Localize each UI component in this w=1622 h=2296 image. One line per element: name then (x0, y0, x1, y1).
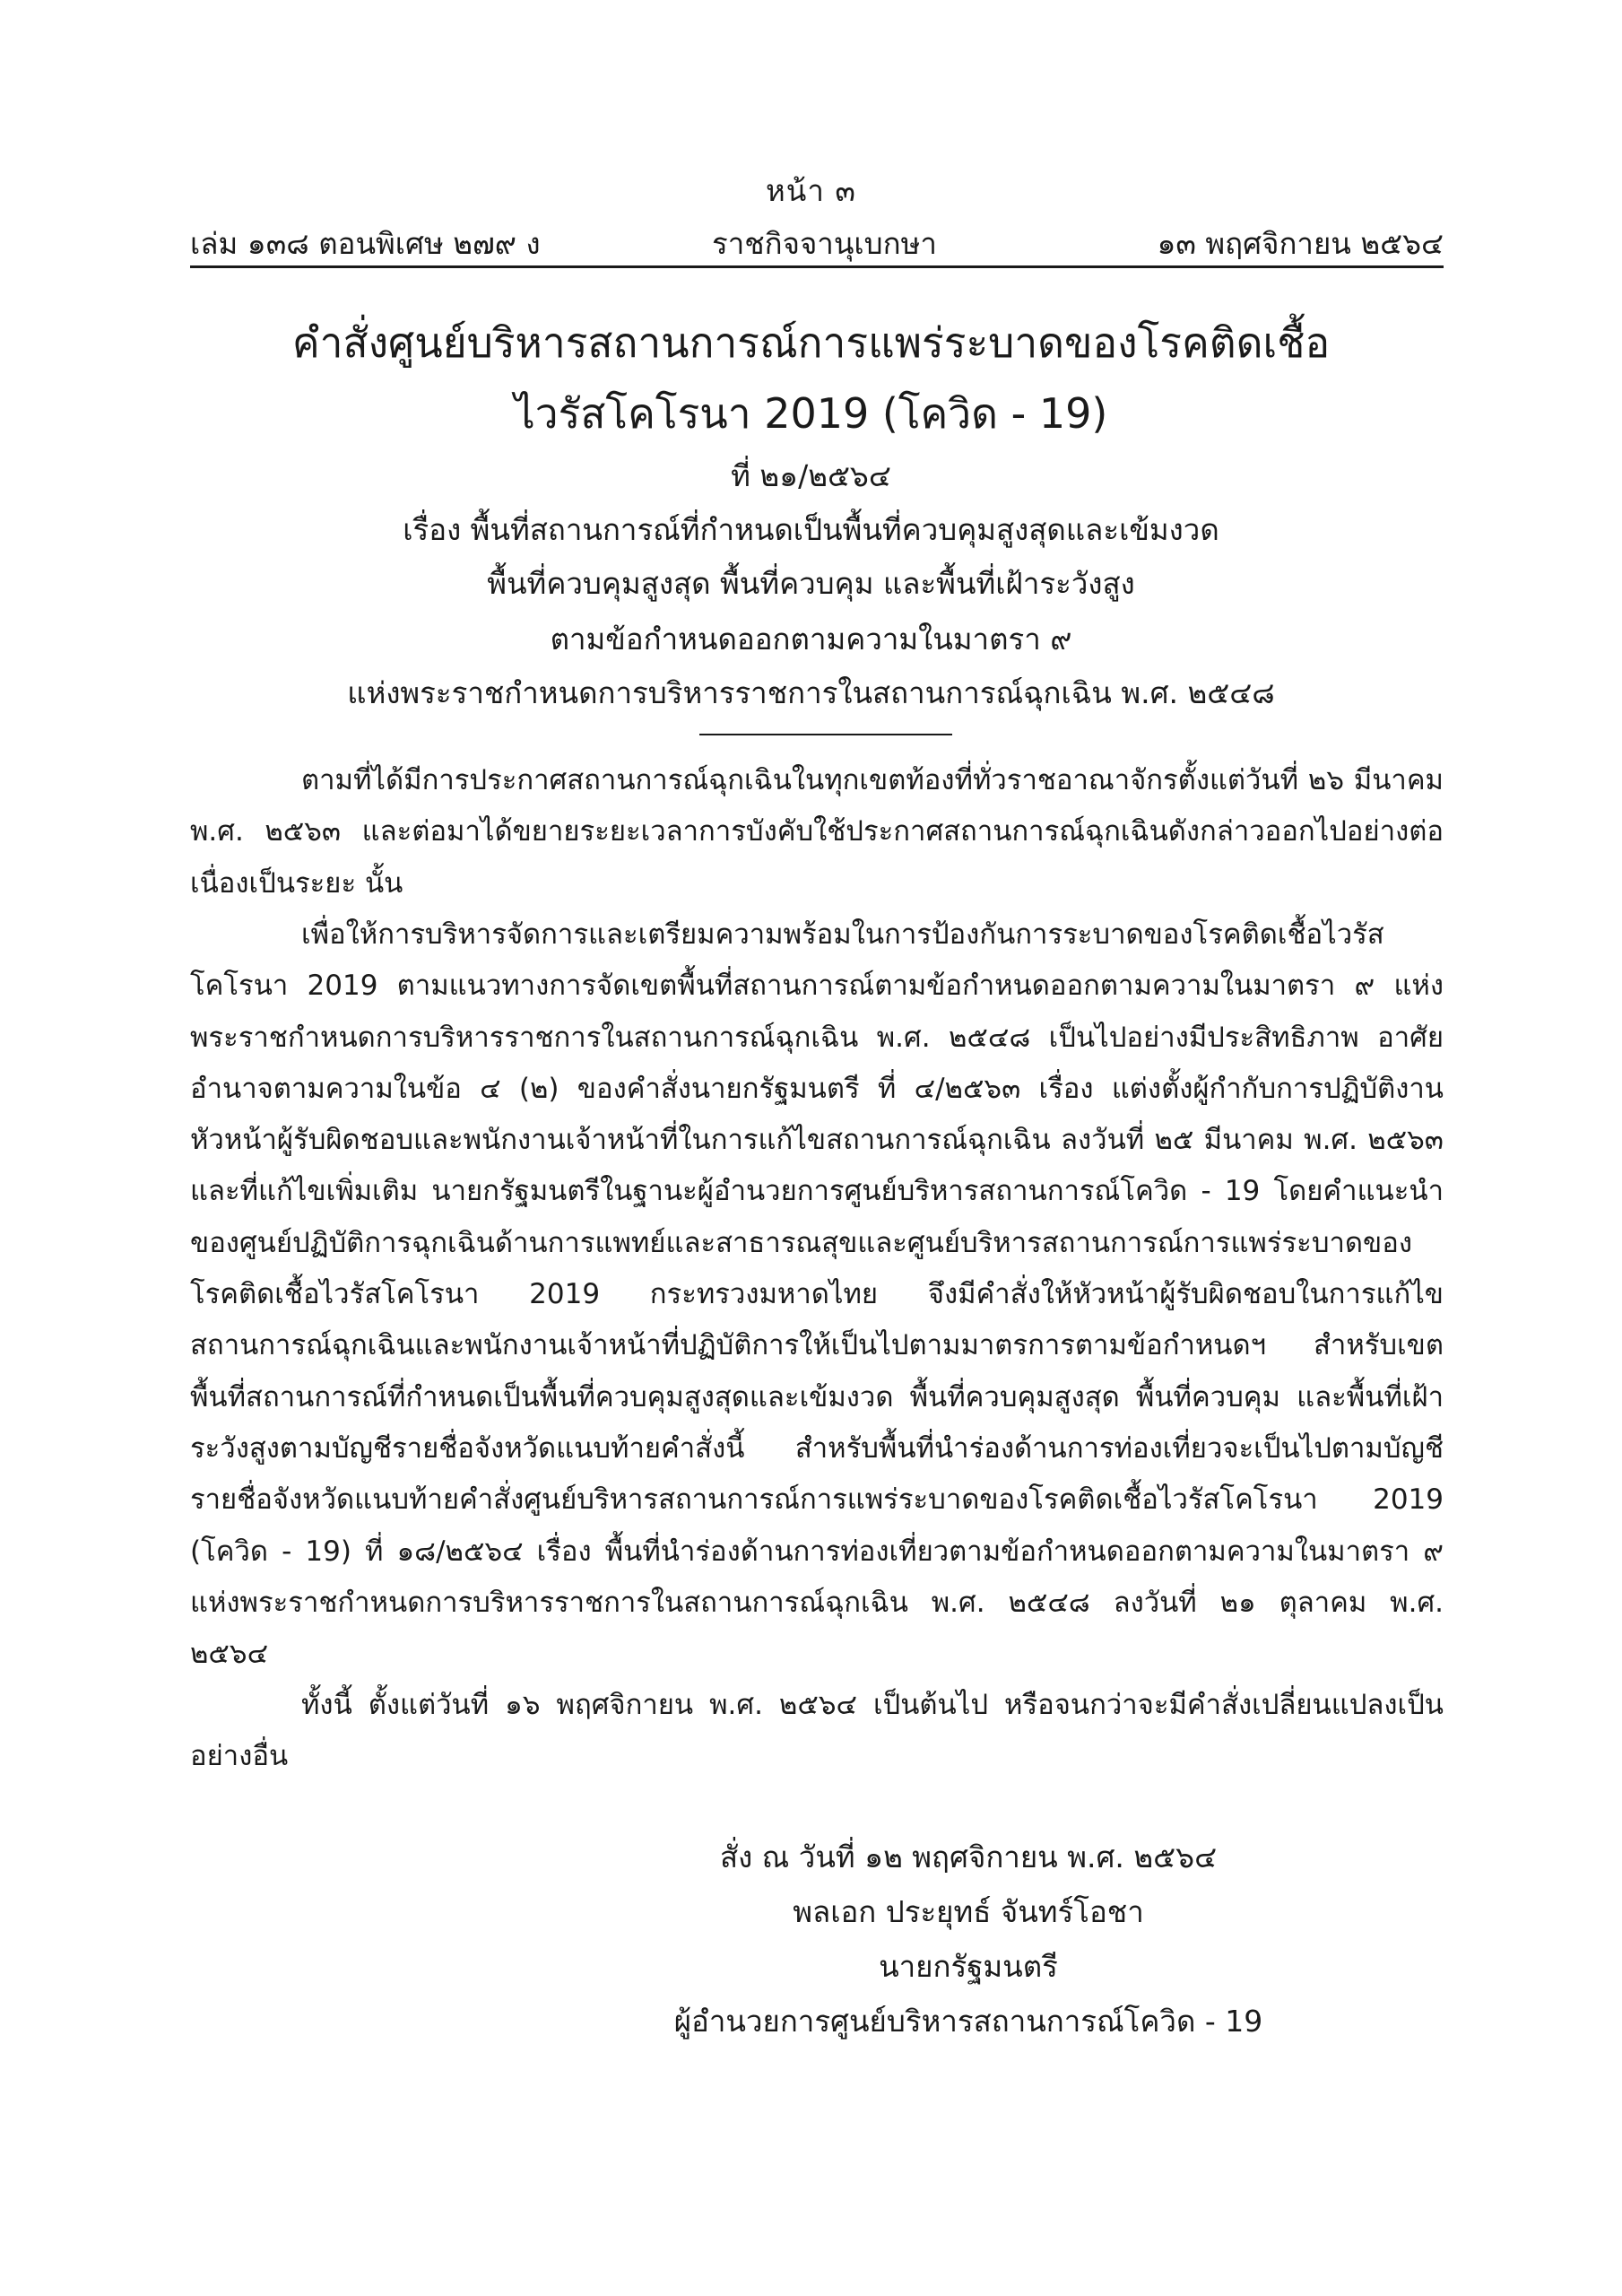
publication-date: ๑๓ พฤศจิกายน ๒๕๖๔ (1157, 226, 1444, 261)
title-divider (699, 734, 952, 735)
paragraph-text: ตามที่ได้มีการประกาศสถานการณ์ฉุกเฉินในทุกเขตท้องที่ทั่วราชอาณาจักรตั้งแต่วันที่ ๒๖ มีนาคม พ.ศ. ๒๕๖๓ และต่อมาได้ขยายระยะเวลาการบังคับใช้ประกาศสถานการณ์ฉุกเฉินดังกล่าวออกไปอย่างต่อเนื่องเป็นระยะ นั้น (190, 764, 1444, 900)
signatory-name: พลเอก ประยุทธ์ จันทร์โอชา (793, 1894, 1144, 1929)
document-title-line-2: ไวรัสโคโรนา 2019 (โควิด - 19) (514, 389, 1108, 438)
signatory-position-1: นายกรัฐมนตรี (879, 1949, 1058, 1984)
volume-info: เล่ม ๑๓๘ ตอนพิเศษ ๒๗๙ ง (190, 226, 541, 261)
signatory-position-2: ผู้อำนวยการศูนย์บริหารสถานการณ์โควิด - 19 (673, 2004, 1263, 2039)
body-paragraph-3 (190, 1680, 1444, 1783)
publication-name: ราชกิจจานุเบกษา (712, 226, 937, 261)
subject-line-4: แห่งพระราชกำหนดการบริหารราชการในสถานการณ์ฉุกเฉิน พ.ศ. ๒๕๔๘ (347, 675, 1275, 710)
paragraph-text: ทั้งนี้ ตั้งแต่วันที่ ๑๖ พฤศจิกายน พ.ศ. ๒๕๖๔ เป็นต้นไป หรือจนกว่าจะมีคำสั่งเปลี่ยนแปลงเป็นอย่างอื่น (190, 1689, 1444, 1773)
order-number: ที่ ๒๑/๒๕๖๔ (731, 458, 891, 493)
subject-line-1: เรื่อง พื้นที่สถานการณ์ที่กำหนดเป็นพื้นที่ควบคุมสูงสุดและเข้มงวด (403, 512, 1219, 547)
header-divider (190, 265, 1444, 268)
body-paragraph-2 (190, 909, 1444, 1680)
document-title-line-1: คำสั่งศูนย์บริหารสถานการณ์การแพร่ระบาดของโรคติดเชื้อ (291, 318, 1331, 367)
gazette-header (190, 220, 1444, 263)
paragraph-text: เพื่อให้การบริหารจัดการและเตรียมความพร้อมในการป้องกันการระบาดของโรคติดเชื้อไวรัสโคโรนา 2019 ตามแนวทางการจัดเขตพื้นที่สถานการณ์ตามข้อกำหนดออกตามความในมาตรา ๙ แห่งพระราชกำหนดการบริหารราชการในสถานการณ์ฉุกเฉิน พ.ศ. ๒๕๔๘ เป็นไปอย่างมีประสิทธิภาพ อาศัยอำนาจตามความในข้อ ๔ (๒) ของคำสั่งนายกรัฐมนตรี ที่ ๔/๒๕๖๓ เรื่อง แต่งตั้งผู้กำกับการปฏิบัติงาน หัวหน้าผู้รับผิดชอบและพนักงานเจ้าหน้าที่ในการแก้ไขสถานการณ์ฉุกเฉิน ลงวันที่ ๒๕ มีนาคม พ.ศ. ๒๕๖๓ และที่แก้ไขเพิ่มเติม นายกรัฐมนตรีในฐานะผู้อำนวยการศูนย์บริหารสถานการณ์โควิด - 19 โดยคำแนะนำของศูนย์ปฏิบัติการฉุกเฉินด้านการแพทย์และสาธารณสุขและศูนย์บริหารสถานการณ์การแพร่ระบาดของโรคติดเชื้อไวรัสโคโรนา 2019 กระทรวงมหาดไทย จึงมีคำสั่งให้หัวหน้าผู้รับผิดชอบในการแก้ไขสถานการณ์ฉุกเฉินและพนักงานเจ้าหน้าที่ปฏิบัติการให้เป็นไปตามมาตรการตามข้อกำหนดฯ สำหรับเขตพื้นที่สถานการณ์ที่กำหนดเป็นพื้นที่ควบคุมสูงสุดและเข้มงวด พื้นที่ควบคุมสูงสุด พื้นที่ควบคุม และพื้นที่เฝ้าระวังสูงตามบัญชีรายชื่อจังหวัดแนบท้ายคำสั่งนี้ สำหรับพื้นที่นำร่องด้านการท่องเที่ยวจะเป็นไปตามบัญชีรายชื่อจังหวัดแนบท้ายคำสั่งศูนย์บริหารสถานการณ์การแพร่ระบาดของโรคติดเชื้อไวรัสโคโรนา 2019 (โควิด - 19) ที่ ๑๘/๒๕๖๔ เรื่อง พื้นที่นำร่องด้านการท่องเที่ยวตามข้อกำหนดออกตามความในมาตรา ๙ แห่งพระราชกำหนดการบริหารราชการในสถานการณ์ฉุกเฉิน พ.ศ. ๒๕๔๘ ลงวันที่ ๒๑ ตุลาคม พ.ศ. ๒๕๖๔ (190, 918, 1444, 1671)
subject-line-2: พื้นที่ควบคุมสูงสุด พื้นที่ควบคุม และพื้นที่เฝ้าระวังสูง (487, 566, 1135, 601)
signature-date: สั่ง ณ วันที่ ๑๒ พฤศจิกายน พ.ศ. ๒๕๖๔ (719, 1839, 1218, 1874)
body-paragraph-1 (190, 755, 1444, 909)
subject-line-3: ตามข้อกำหนดออกตามความในมาตรา ๙ (550, 622, 1072, 657)
page-number: หน้า ๓ (766, 173, 856, 208)
